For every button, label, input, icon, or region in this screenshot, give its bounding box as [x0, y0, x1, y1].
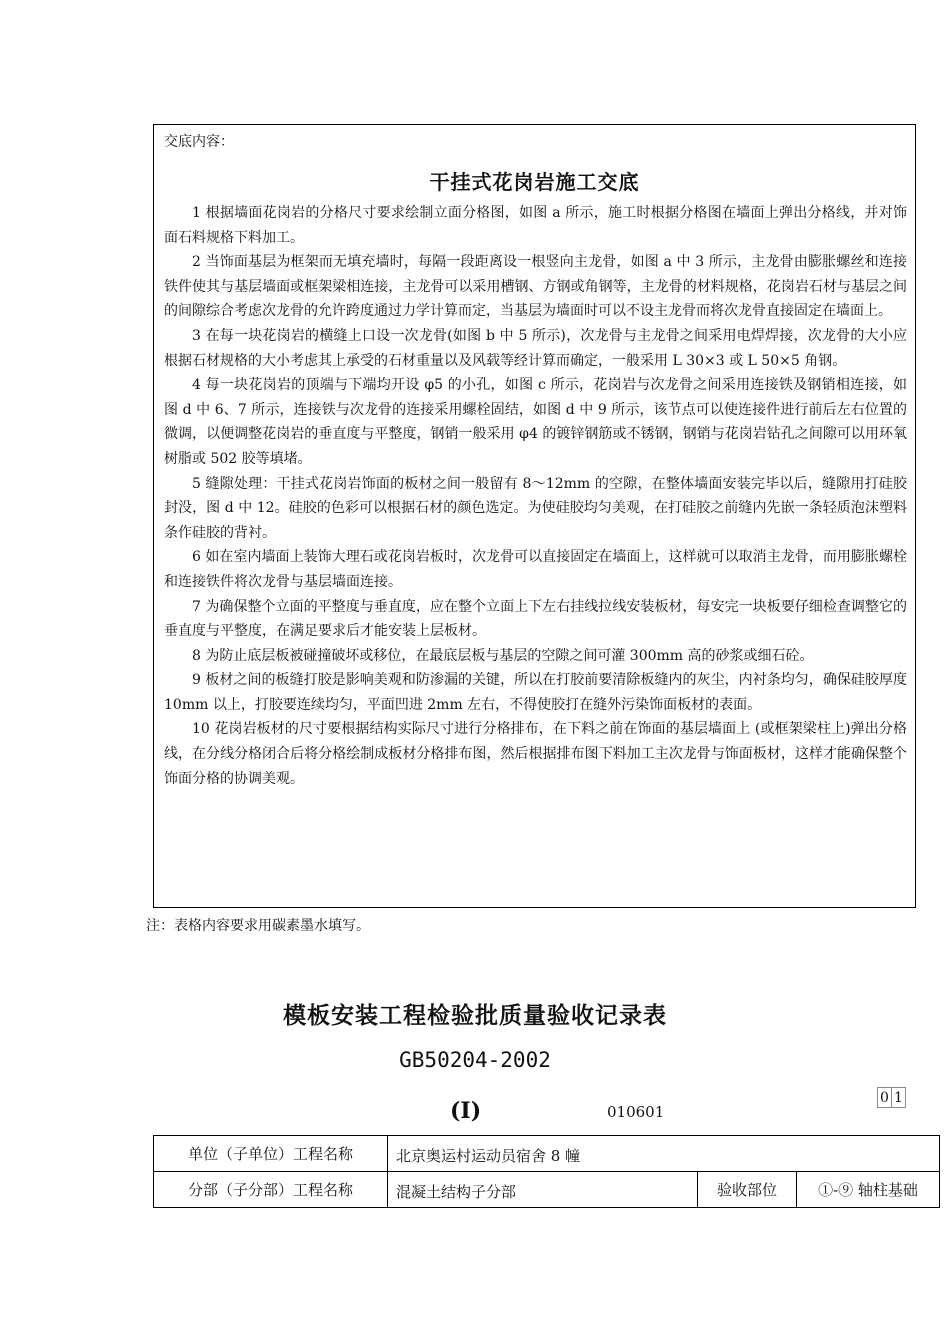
paragraph: 10 花岗岩板材的尺寸要根据结构实际尺寸进行分格排布，在下料之前在饰面的基层墙面上 (或框架梁柱上)弹出分格线，在分线分格闭合后将分格绘制成板材分格排布图，然后根据排布图下料加工主次龙骨与饰面板材，这样才能确保整个饰面分格的协调美观。 [164, 721, 907, 787]
paragraph: 5 缝隙处理：干挂式花岗岩饰面的板材之间一般留有 8～12mm 的空隙，在整体墙面安装完毕以后，缝隙用打硅胶封没，图 d 中 12。硅胶的色彩可以根据石材的颜色选定。为使硅胶均匀美观，在打硅胶之前缝内先嵌一条轻质泡沫塑料条作硅胶的背衬。 [164, 475, 907, 541]
serial-digit[interactable]: 0 [877, 1087, 892, 1108]
division-name-cell[interactable] [388, 1172, 698, 1208]
paragraph: 4 每一块花岗岩的顶端与下端均开设 φ5 的小孔，如图 c 所示，花岗岩与次龙骨之间采用连接铁及钢销相连接，如图 d 中 6、7 所示，连接铁与次龙骨的连接采用螺栓固结，如图 d 中 9 所示，该节点可以使连接件进行前后左右位置的微调，以便调整花岗岩的垂直度与平整度，钢销一般采用 φ4 的镀锌钢筋或不锈钢，钢销与花岗岩钻孔之间隙可以用环氧树脂或 502 胶等填堵。 [164, 377, 907, 467]
section-numeral: (Ⅰ) [450, 1098, 482, 1124]
division-name-value: 混凝土结构子分部 [396, 1183, 517, 1201]
standard-code: GB50204-2002 [399, 1048, 551, 1072]
serial-digit[interactable]: 1 [891, 1087, 906, 1108]
paragraph-list [164, 201, 907, 791]
unit-name-cell[interactable] [388, 1136, 940, 1172]
paragraph: 6 如在室内墙面上装饰大理石或花岗岩板时，次龙骨可以直接固定在墙面上，这样就可以取消主龙骨，而用膨胀螺栓和连接铁件将次龙骨与基层墙面连接。 [164, 549, 907, 590]
section-label: 交底内容： [164, 134, 234, 150]
table-row [154, 1172, 940, 1208]
paragraph: 2 当饰面基层为框架而无填充墙时，每隔一段距离设一根竖向主龙骨，如图 a 中 3 所示，主龙骨由膨胀螺丝和连接铁件使其与基层墙面或框架梁相连接，主龙骨可以采用槽钢、方钢或角钢等，主龙骨的材料规格，花岗岩石材与基层之间的间隙综合考虑次龙骨的允许跨度通过力学计算而定，当基层为墙面时可以不设主龙骨而将次龙骨直接固定在墙面上。 [164, 254, 907, 320]
acceptance-location-label: 验收部位 [698, 1172, 797, 1208]
paragraph: 8 为防止底层板被碰撞破坏或移位，在最底层板与基层的空隙之间可灌 300mm 高的砂浆或细石砼。 [192, 647, 814, 664]
unit-name-label: 单位（子单位）工程名称 [154, 1136, 388, 1172]
document-title: 干挂式花岗岩施工交底 [429, 170, 640, 194]
project-info-table [153, 1135, 940, 1208]
paragraph: 1 根据墙面花岗岩的分格尺寸要求绘制立面分格图，如图 a 所示，施工时根据分格图在墙面上弹出分格线，并对饰面石料规格下料加工。 [164, 205, 907, 246]
division-name-label: 分部（子分部）工程名称 [154, 1172, 388, 1208]
paragraph: 9 板材之间的板缝打胶是影响美观和防渗漏的关键，所以在打胶前要清除板缝内的灰尘，内衬条均匀，确保硅胶厚度 10mm 以上，打胶要连续均匀，平面凹进 2mm 左右，不得使胶打在缝外污染饰面板材的表面。 [164, 672, 907, 713]
form-title: 模板安装工程检验批质量验收记录表 [283, 1002, 667, 1029]
table-row [154, 1136, 940, 1172]
paragraph: 7 为确保整个立面的平整度与垂直度，应在整个立面上下左右挂线拉线安装板材，每安完一块板要仔细检查调整它的垂直度与平整度，在满足要求后才能安装上层板材。 [164, 598, 907, 640]
serial-number-boxes [878, 1087, 906, 1108]
unit-name-value: 北京奥运村运动员宿舍 8 幢 [396, 1147, 581, 1165]
disclosure-box [153, 124, 916, 908]
acceptance-location-value[interactable]: ①-⑨ 轴柱基础 [797, 1172, 940, 1208]
table-note: 注：表格内容要求用碳素墨水填写。 [146, 918, 370, 934]
form-code: 010601 [607, 1103, 665, 1121]
paragraph: 3 在每一块花岗岩的横缝上口设一次龙骨(如图 b 中 5 所示)，次龙骨与主龙骨之间采用电焊焊接，次龙骨的大小应根据石材规格的大小考虑其上承受的石材重量以及风载等经计算而确定，一般采用 L 30×3 或 L 50×5 角钢。 [164, 327, 907, 369]
